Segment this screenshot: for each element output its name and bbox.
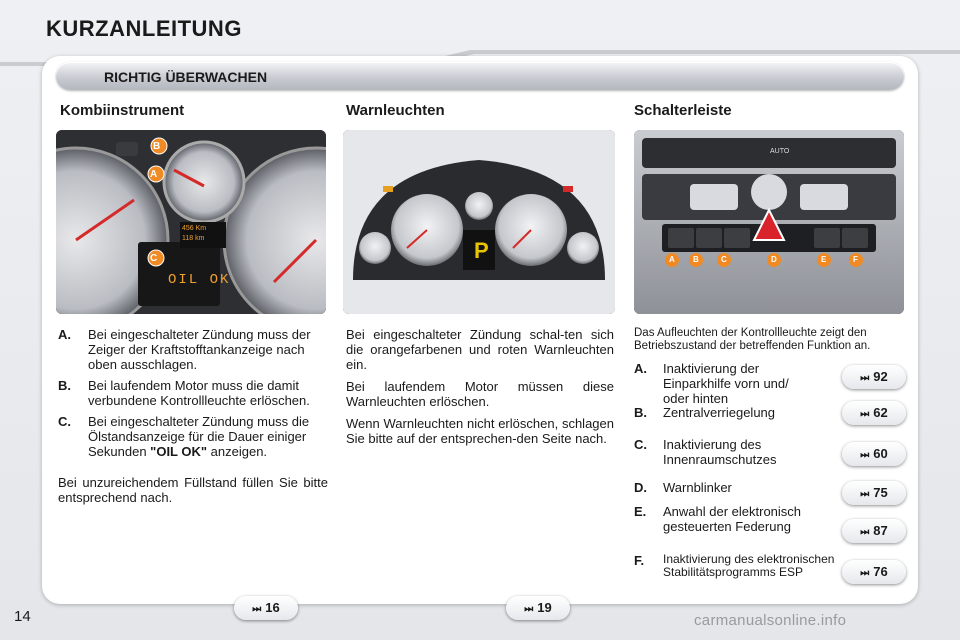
warn-paragraph-1: Bei eingeschalteter Zündung schal-ten sich die orangefarbenen und roten Warnleuchten ein. [346,327,614,372]
display-km-1: 456 Km [182,225,207,232]
switch-item-c [634,437,844,467]
item-letter: E. [634,504,647,519]
display-oil-ok: OIL OK [168,272,231,288]
item-letter: B. [634,405,647,420]
switch-label-f: F [853,255,858,264]
kombi-heading: Kombiinstrument [60,102,185,119]
warn-paragraph-3: Wenn Warnleuchten nicht erlöschen, schlagen Sie bitte auf der entsprechen-den Seite nach. [346,416,614,446]
page-title: KURZANLEITUNG [46,16,242,41]
double-arrow-right-icon: ⏭ [860,527,870,538]
item-text: Anwahl der elektronisch gesteuerten Federung [663,504,802,534]
item-text: Inaktivierung des elektronischen Stabilitätsprogramms ESP [663,552,835,579]
page-ref-87[interactable]: ⏭ 87 [842,519,906,543]
item-text: Inaktivierung des Innenraumschutzes [663,437,777,467]
kombi-list [58,327,328,505]
switch-label-d: D [771,255,777,264]
watermark: carmanualsonline.info [694,612,847,629]
double-arrow-right-icon: ⏭ [860,409,870,420]
item-letter: C. [58,414,71,429]
item-text: Zentralverriegelung [663,405,776,420]
item-letter: A. [58,327,71,342]
warn-heading: Warnleuchten [346,102,445,119]
page-ref-16[interactable]: ⏭ 16 [234,596,298,620]
page-ref-62[interactable]: ⏭ 62 [842,401,906,425]
switch-item-d [634,480,844,495]
item-text: Warnblinker [663,480,732,495]
double-arrow-right-icon: ⏭ [860,450,870,461]
kombi-item-a [58,327,328,372]
section-title: RICHTIG ÜBERWACHEN [104,69,268,85]
switch-label-c: C [721,255,727,264]
page-ref-19[interactable]: ⏭ 19 [506,596,570,620]
switch-item-b [634,405,844,420]
item-text-end: anzeigen. [207,444,268,459]
item-letter: C. [634,437,647,452]
double-arrow-right-icon: ⏭ [860,489,870,500]
item-letter: A. [634,361,647,376]
item-text: Bei eingeschalteter Zündung muss die Ölstandsanzeige für die Dauer einiger Sekunden [88,414,310,459]
double-arrow-right-icon: ⏭ [860,373,870,384]
kombi-item-c [58,414,328,459]
item-letter: B. [58,378,71,393]
item-text: Inaktivierung der Einparkhilfe vorn und/ oder hinten [663,361,789,406]
item-text-bold: "OIL OK" [150,444,208,459]
page-ref-75[interactable]: ⏭ 75 [842,481,906,505]
image-label-b: B [153,141,161,152]
switch-label-b: B [693,255,699,264]
page-number: 14 [14,608,31,625]
switch-panel-image [634,130,904,314]
display-km-2: 118 km [182,235,205,242]
switch-label-e: E [821,255,827,264]
switch-label-a: A [669,255,675,264]
gear-display: P [474,238,489,263]
double-arrow-right-icon: ⏭ [524,604,534,615]
image-label-c: C [150,253,158,264]
warning-lights-image [343,130,615,314]
switch-item-f [634,553,844,579]
switch-heading: Schalterleiste [634,102,732,119]
page-ref-76[interactable]: ⏭ 76 [842,560,906,584]
switch-item-a [634,361,844,406]
switch-intro: Das Aufleuchten der Kontrollleuchte zeigt den Betriebszustand der betreffenden Funktion an. [634,327,871,352]
item-letter: D. [634,480,647,495]
warn-text [346,327,614,453]
page-ref-92[interactable]: ⏭ 92 [842,365,906,389]
item-letter: F. [634,553,645,568]
item-text: Bei laufendem Motor muss die damit verbundene Kontrollleuchte erlöschen. [88,378,310,408]
double-arrow-right-icon: ⏭ [860,568,870,579]
switch-panel-illustration [634,130,904,314]
warning-lights-illustration [343,130,615,314]
kombi-item-b [58,378,328,408]
image-label-a: A [150,169,158,180]
warn-paragraph-2: Bei laufendem Motor müssen diese Warnleuchten erlöschen. [346,379,614,409]
item-text: Bei eingeschalteter Zündung muss der Zeiger der Kraftstofftankanzeige nach oben ausschlagen. [88,327,311,372]
page-ref-60[interactable]: ⏭ 60 [842,442,906,466]
switch-auto-label: AUTO [770,148,790,155]
switch-item-e [634,504,844,534]
double-arrow-right-icon: ⏭ [252,604,262,615]
kombi-footer: Bei unzureichendem Füllstand füllen Sie bitte entsprechend nach. [58,475,328,505]
